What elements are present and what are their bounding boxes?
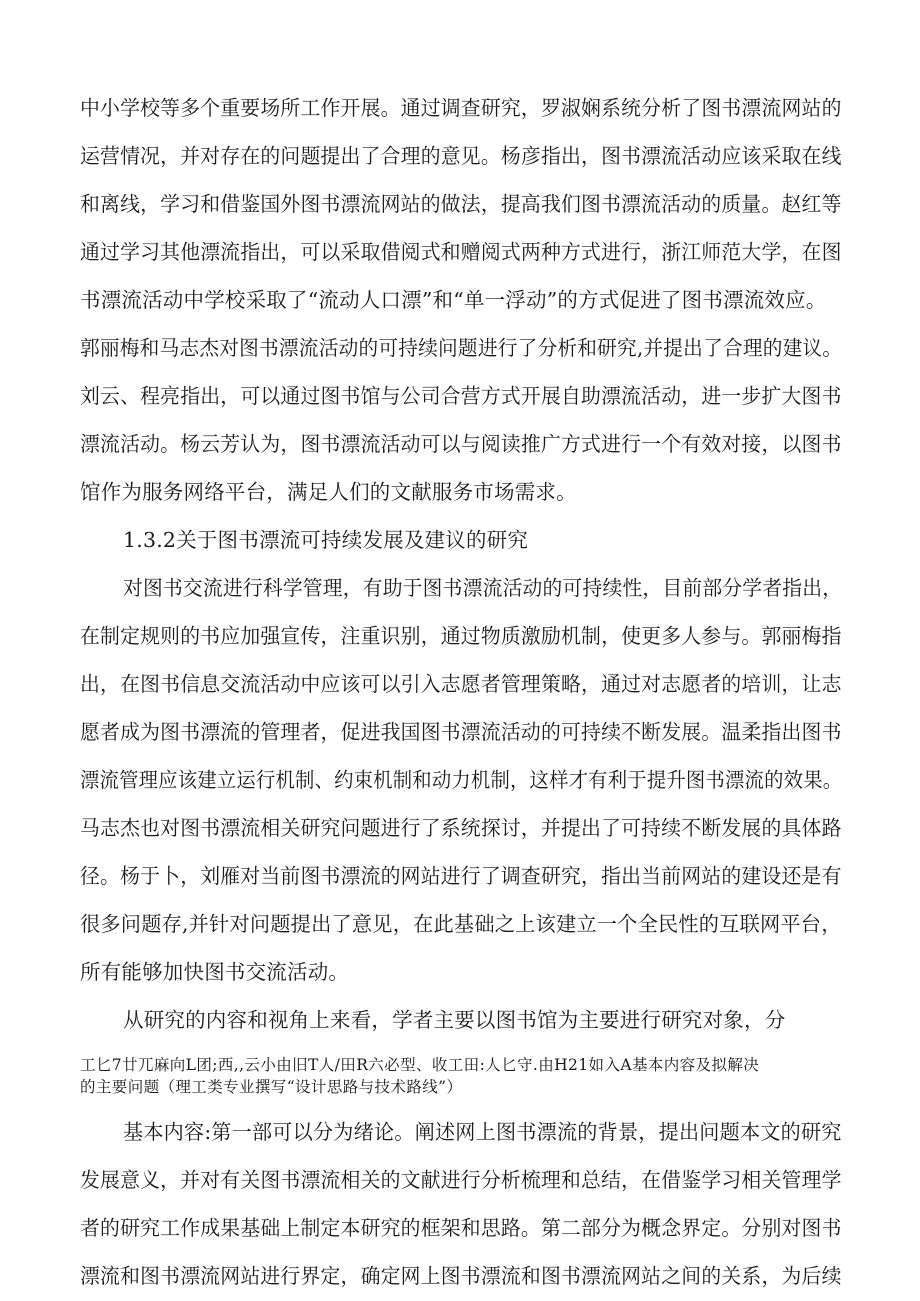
paragraph-2-line: 很多问题存,并针对问题提出了意见，在此基础之上该建立一个全民性的互联网平台， <box>80 912 842 936</box>
paragraph-2-line: 马志杰也对图书漂流相关研究问题进行了系统探讨，并提出了可持续不断发展的具体路 <box>80 816 842 840</box>
paragraph-4-line: 发展意义，并对有关图书漂流相关的文献进行分析梳理和总结，在借鉴学习相关管理学 <box>80 1168 842 1192</box>
paragraph-1-line: 书漂流活动中学校采取了“流动人口漂”和“单一浮动”的方式促进了图书漂流效应。 <box>80 288 827 312</box>
paragraph-1-line: 运营情况，并对存在的问题提出了合理的意见。杨彦指出，图书漂流活动应该采取在线 <box>80 144 842 168</box>
paragraph-3: 从研究的内容和视角上来看，学者主要以图书馆为主要进行研究对象，分 <box>123 1008 786 1032</box>
paragraph-1-line: 中小学校等多个重要场所工作开展。通过调查研究，罗淑娴系统分析了图书漂流网站的 <box>80 96 842 120</box>
paragraph-4-line: 漂流和图书漂流网站进行界定，确定网上图书漂流和图书漂流网站之间的关系，为后续 <box>80 1264 842 1288</box>
garbled-header-line: 工匕7廿兀麻向L团;西,,云小由旧T人/田R六必型、收工田:人匕守.由H21如入A基本内容及拟解决 <box>80 1056 760 1074</box>
paragraph-2-line: 所有能够加快图书交流活动。 <box>80 960 350 984</box>
paragraph-1-line: 通过学习其他漂流指出，可以采取借阅式和赠阅式两种方式进行，浙江师范大学，在图 <box>80 240 842 264</box>
paragraph-2-line: 出，在图书信息交流活动中应该可以引入志愿者管理策略，通过对志愿者的培训，让志 <box>80 672 842 696</box>
garbled-header-line: 的主要问题（理工类专业撰写“设计思路与技术路线”） <box>80 1078 463 1096</box>
paragraph-1-line: 馆作为服务网络平台，满足人们的文献服务市场需求。 <box>80 480 577 504</box>
paragraph-2-line: 径。杨于卜，刘雁对当前图书漂流的网站进行了调查研究，指出当前网站的建设还是有 <box>80 864 842 888</box>
paragraph-1-line: 漂流活动。杨云芳认为，图书漂流活动可以与阅读推广方式进行一个有效对接，以图书 <box>80 432 842 456</box>
paragraph-1-line: 和离线，学习和借鉴国外图书漂流网站的做法，提高我们图书漂流活动的质量。赵红等 <box>80 192 842 216</box>
paragraph-1-line: 郭丽梅和马志杰对图书漂流活动的可持续问题进行了分析和研究,并提出了合理的建议。 <box>80 336 843 360</box>
paragraph-1-line: 刘云、程亮指出，可以通过图书馆与公司合营方式开展自助漂流活动，进一步扩大图书 <box>80 384 842 408</box>
paragraph-2-line: 在制定规则的书应加强宣传，注重识别，通过物质激励机制，使更多人参与。郭丽梅指 <box>80 624 842 648</box>
paragraph-4-line: 基本内容:第一部可以分为绪论。阐述网上图书漂流的背景，提出问题本文的研究 <box>123 1120 842 1144</box>
paragraph-2-line: 对图书交流进行科学管理，有助于图书漂流活动的可持续性，目前部分学者指出， <box>123 576 843 600</box>
paragraph-2-line: 漂流管理应该建立运行机制、约束机制和动力机制，这样才有利于提升图书漂流的效果。 <box>80 768 843 792</box>
paragraph-2-line: 愿者成为图书漂流的管理者，促进我国图书漂流活动的可持续不断发展。温柔指出图书 <box>80 720 842 744</box>
section-heading: 1.3.2关于图书漂流可持续发展及建议的研究 <box>123 528 529 552</box>
paragraph-4-line: 者的研究工作成果基础上制定本研究的框架和思路。第二部分为概念界定。分别对图书 <box>80 1216 842 1240</box>
